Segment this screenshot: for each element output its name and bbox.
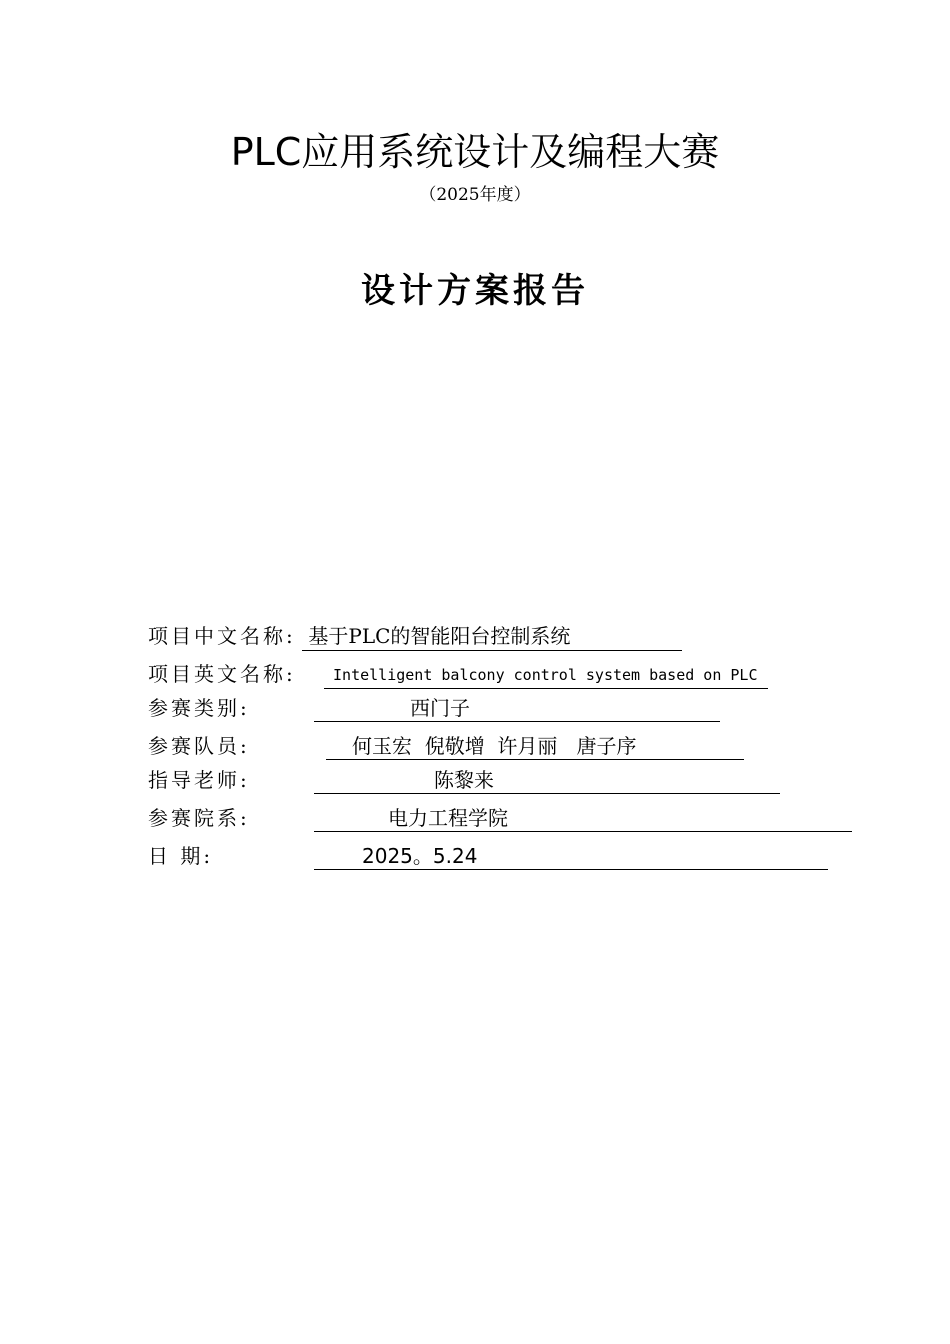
date-value: 2025。5.24 bbox=[314, 842, 828, 870]
category-value: 西门子 bbox=[314, 694, 720, 722]
advisor-value: 陈黎来 bbox=[314, 766, 780, 794]
category-label: 参赛类别: bbox=[148, 696, 250, 720]
project-en-value: Intelligent balcony control system based on PLC bbox=[324, 660, 768, 689]
project-cn-label: 项目中文名称: bbox=[148, 624, 296, 648]
department-value: 电力工程学院 bbox=[314, 804, 852, 832]
competition-year: （2025年度） bbox=[419, 185, 531, 205]
report-title: 设计方案报告 bbox=[361, 271, 589, 311]
project-cn-value: 基于PLC的智能阳台控制系统 bbox=[302, 622, 682, 651]
date-label: 日 期: bbox=[148, 844, 214, 868]
members-value: 何玉宏 倪敬增 许月丽 唐子序 bbox=[326, 732, 744, 760]
department-label: 参赛院系: bbox=[148, 806, 250, 830]
advisor-label: 指导老师: bbox=[148, 768, 250, 792]
project-en-label: 项目英文名称: bbox=[148, 662, 296, 686]
members-label: 参赛队员: bbox=[148, 734, 250, 758]
competition-title: PLC应用系统设计及编程大赛 bbox=[230, 130, 720, 174]
